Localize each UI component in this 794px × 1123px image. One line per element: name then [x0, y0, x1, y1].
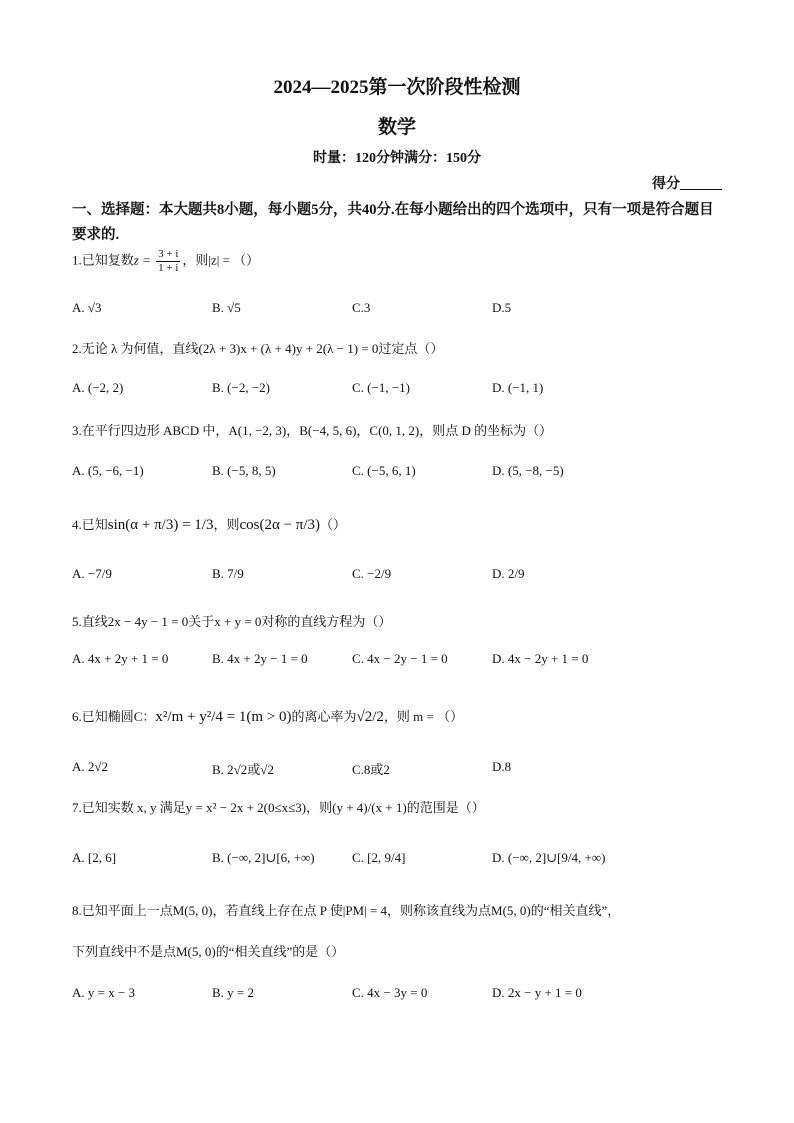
fraction: $\frac{3 + i}{1 + i}$: [158, 248, 179, 274]
question-6-option-d[interactable]: D.8: [492, 759, 512, 774]
exam-title: 2024—2025第一次阶段性检测: [273, 77, 521, 98]
question-7-option-b[interactable]: B. (−∞, 2]∪[6, +∞): [212, 850, 315, 865]
question-1-option-b[interactable]: B. √5: [212, 300, 241, 315]
question-8-stem: 8.已知平面上一点M(5, 0)，若直线上存在点 P 使|PM| = 4，则称该直线为点M(5, 0)的“相关直线”，: [72, 903, 621, 918]
question-1-option-d[interactable]: D.5: [492, 300, 512, 315]
question-5-option-c[interactable]: C. 4x − 2y − 1 = 0: [352, 651, 448, 666]
question-5-stem: 5.直线2x − 4y − 1 = 0关于x + y = 0对称的直线方程为（）: [72, 614, 392, 629]
question-8-stem-line2: 下列直线中不是点M(5, 0)的“相关直线”的是（）: [72, 944, 345, 959]
time-info: 时量：120分钟满分：150分: [313, 151, 481, 166]
question-5-option-b[interactable]: B. 4x + 2y − 1 = 0: [212, 651, 308, 666]
question-1-option-c[interactable]: C.3: [352, 300, 371, 315]
question-2-option-b[interactable]: B. (−2, −2): [212, 380, 270, 395]
question-3-stem: 3.在平行四边形 ABCD 中，A(1, −2, 3)，B(−4, 5, 6)，C(0, 1, 2)，则点 D 的坐标为（）: [72, 423, 553, 438]
question-2-stem: 2.无论 λ 为何值，直线(2λ + 3)x + (λ + 4)y + 2(λ − 1) = 0过定点（）: [72, 341, 444, 356]
question-2-option-d[interactable]: D. (−1, 1): [492, 380, 544, 395]
question-3-option-a[interactable]: A. (5, −6, −1): [72, 463, 144, 478]
question-7-option-d[interactable]: D. (−∞, 2]∪[9/4, +∞): [492, 850, 606, 865]
question-6-stem: 6.已知椭圆C：x²/m + y²/4 = 1(m > 0)的离心率为√2/2，则 m = （）: [72, 709, 464, 725]
question-6-option-b[interactable]: B. 2√2或√2: [212, 762, 274, 777]
question-3-option-d[interactable]: D. (5, −8, −5): [492, 463, 564, 478]
question-8-option-b[interactable]: B. y = 2: [212, 985, 255, 1000]
question-7-stem: 7.已知实数 x, y 满足y = x² − 2x + 2(0≤x≤3)，则(y + 4)/(x + 1)的范围是（）: [72, 800, 485, 815]
subject-title: 数学: [377, 117, 416, 138]
score-field[interactable]: 得分______: [652, 177, 722, 192]
question-1-option-a[interactable]: A. √3: [72, 300, 102, 315]
question-5-option-d[interactable]: D. 4x − 2y + 1 = 0: [492, 651, 589, 666]
question-7-option-c[interactable]: C. [2, 9/4]: [352, 850, 406, 865]
question-8-option-c[interactable]: C. 4x − 3y = 0: [352, 985, 428, 1000]
question-4-option-a[interactable]: A. −7/9: [72, 566, 112, 581]
section-heading: 一、选择题：本大题共8小题，每小题5分，共40分.在每小题给出的四个选项中，只有一项是符合题目要求的.: [72, 202, 714, 243]
question-4-option-d[interactable]: D. 2/9: [492, 566, 525, 581]
question-3-option-b[interactable]: B. (−5, 8, 5): [212, 463, 276, 478]
question-5-option-a[interactable]: A. 4x + 2y + 1 = 0: [72, 651, 169, 666]
question-3-option-c[interactable]: C. (−5, 6, 1): [352, 463, 416, 478]
question-8-option-a[interactable]: A. y = x − 3: [72, 985, 136, 1000]
question-1-stem: 1.已知复数z = $\frac{3 + i}{1 + i}$ ，则|z| = （）: [72, 248, 260, 274]
question-6-option-c[interactable]: C.8或2: [352, 762, 390, 777]
question-2-option-c[interactable]: C. (−1, −1): [352, 380, 410, 395]
question-6-option-a[interactable]: A. 2√2: [72, 759, 109, 774]
question-4-option-c[interactable]: C. −2/9: [352, 566, 392, 581]
question-2-option-a[interactable]: A. (−2, 2): [72, 380, 124, 395]
question-8-option-d[interactable]: D. 2x − y + 1 = 0: [492, 985, 582, 1000]
question-4-option-b[interactable]: B. 7/9: [212, 566, 244, 581]
question-7-option-a[interactable]: A. [2, 6]: [72, 850, 117, 865]
question-4-stem: 4.已知sin(α + π/3) = 1/3，则cos(2α − π/3)（）: [72, 517, 347, 533]
